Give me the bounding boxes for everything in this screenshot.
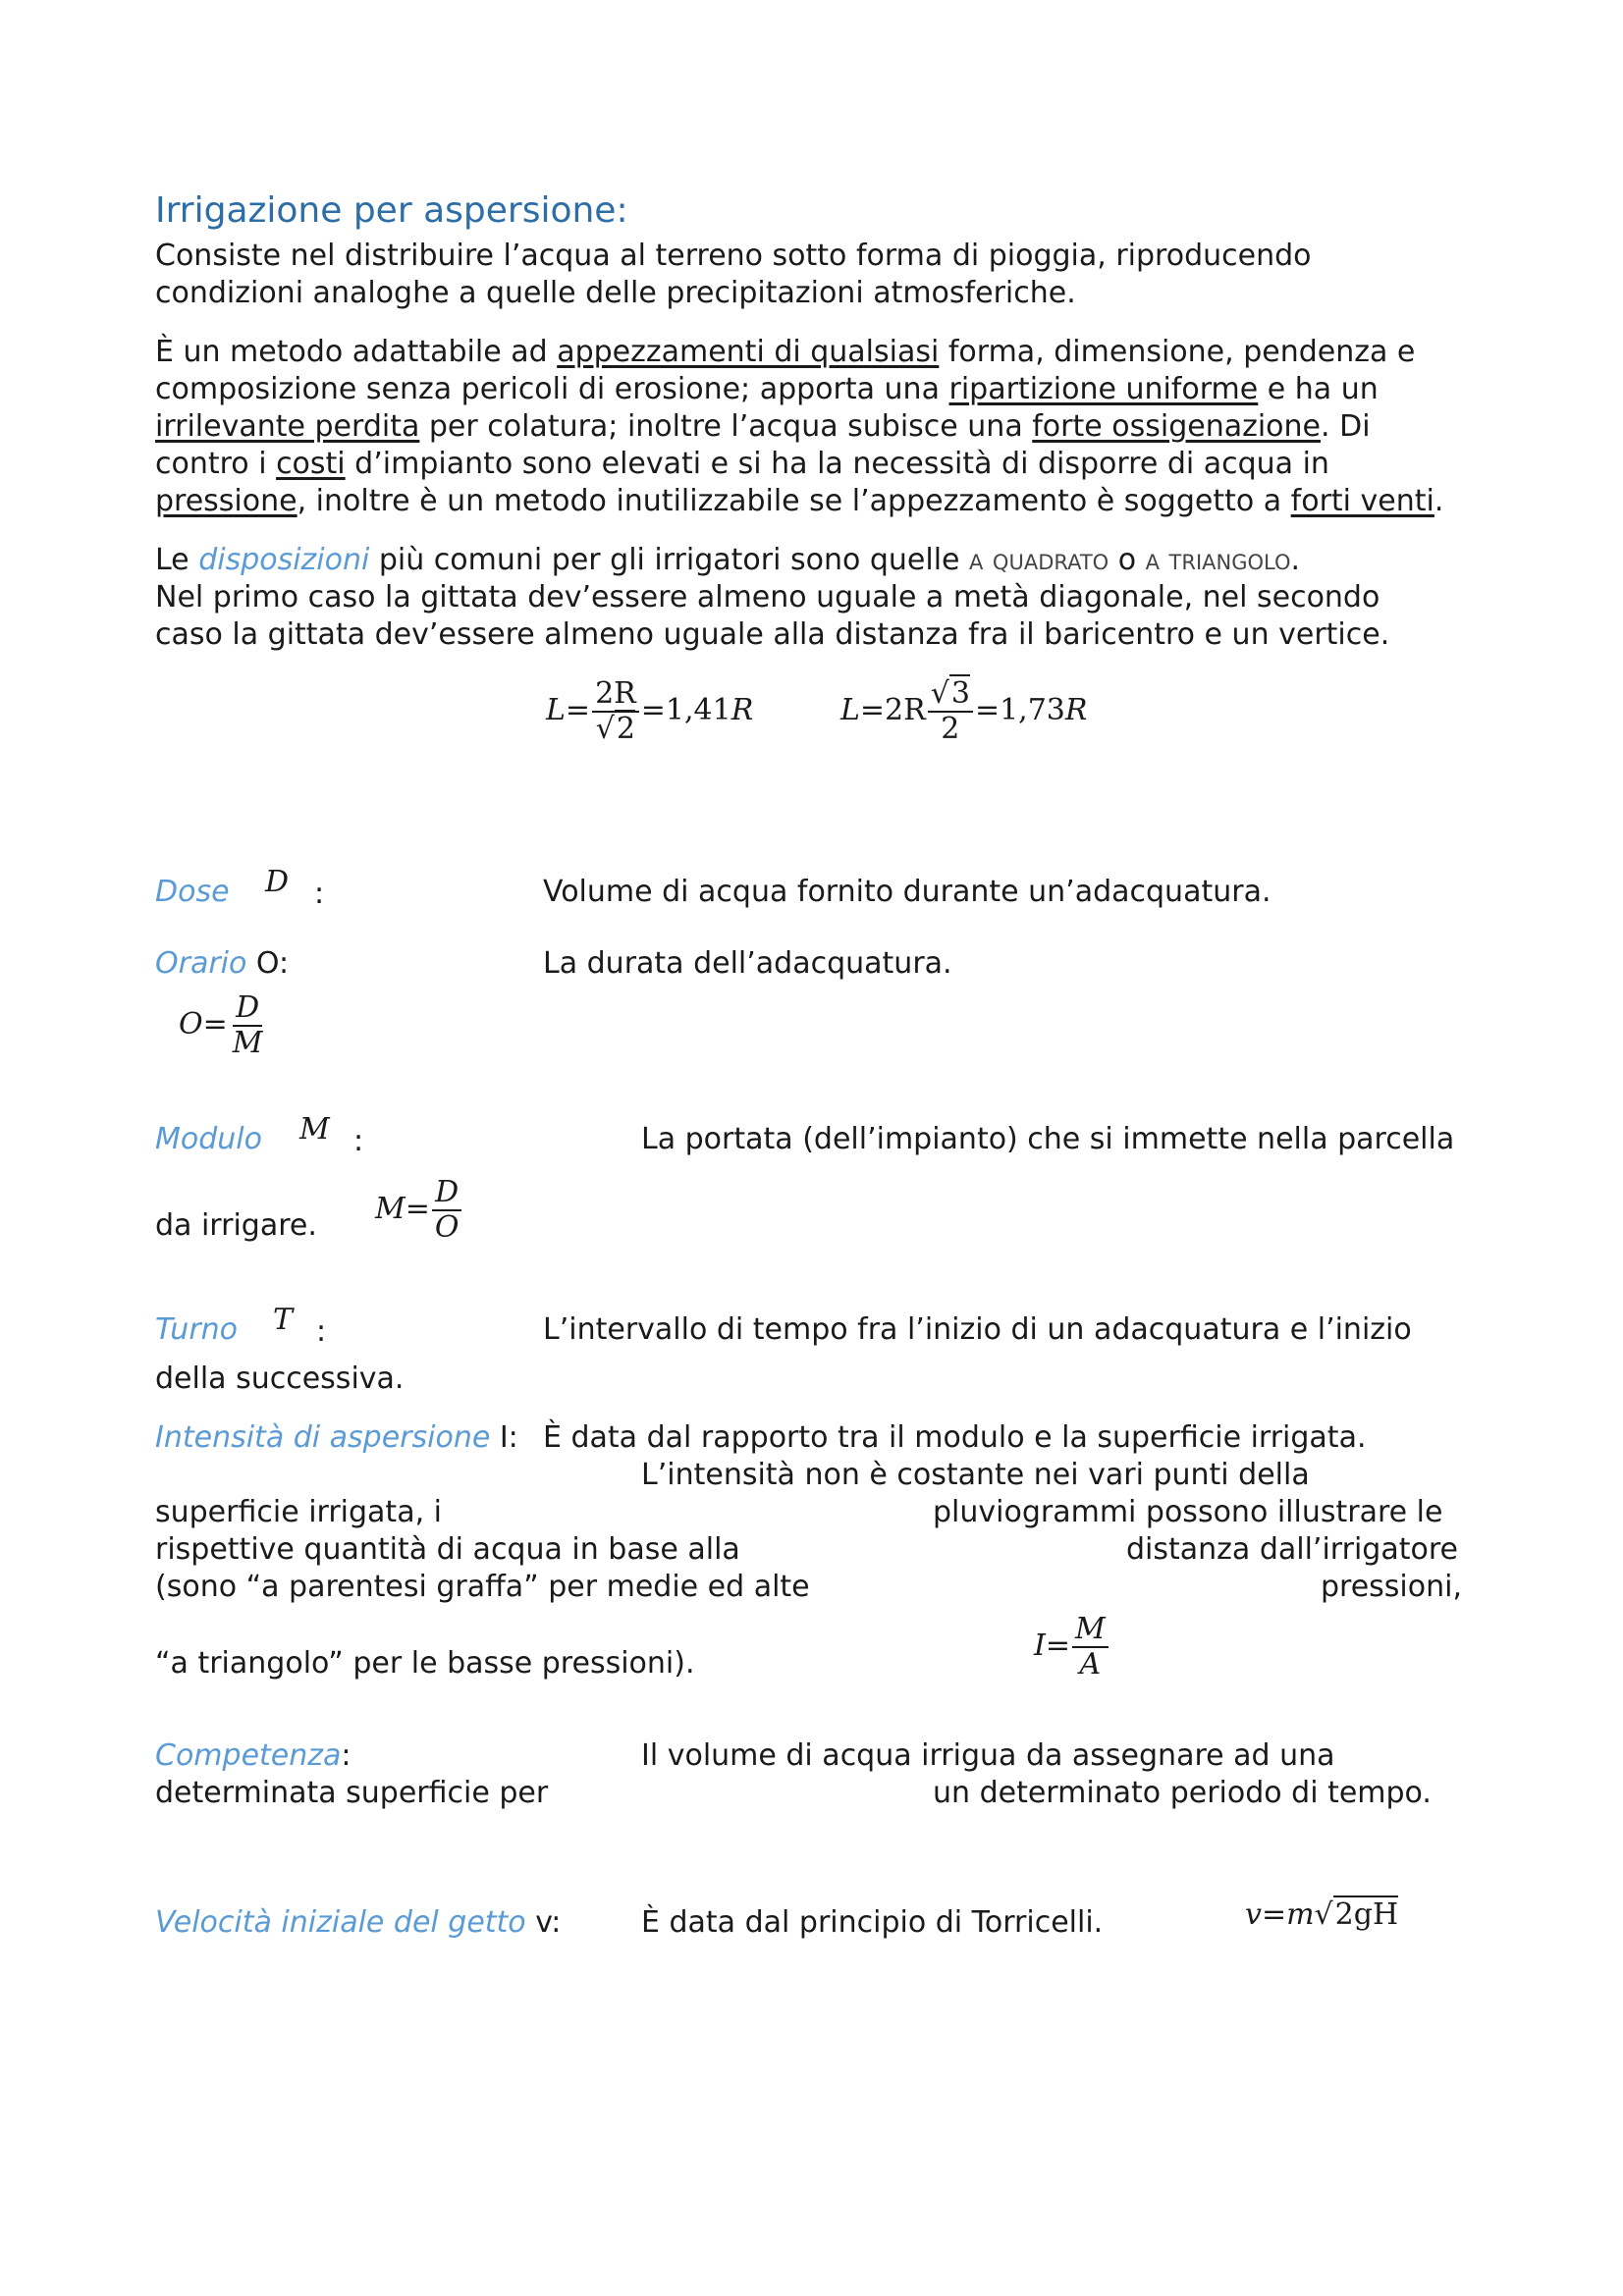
competenza-line-2a: determinata superficie per [155,1776,549,1810]
formula-modulo: M= $\frac{D}{O}$ [375,1176,463,1245]
term-disposizioni: disposizioni [198,543,370,577]
paragraph-2-line-3: irrilevante perdita per colatura; inoltre l’acqua subisce una forte ossigenazione. Di [155,409,1371,444]
intensita-line-4b: distanza dall’irrigatore [1126,1532,1458,1567]
underlined-phrase: pressione [155,484,298,518]
dose-label: Dose [155,875,230,909]
turno-symbol: T [273,1303,294,1337]
formula-intensita: I= $\frac{M}{A}$ [1034,1613,1110,1682]
velocita-label: Velocità iniziale del getto v: [155,1905,562,1940]
turno-colon: : [316,1314,327,1349]
intensita-line-3a: superficie irrigata, i [155,1495,442,1529]
intro-line-1: Consiste nel distribuire l’acqua al terreno sotto forma di pioggia, riproducendo [155,239,1312,273]
underlined-phrase: appezzamenti di qualsiasi [557,335,940,369]
turno-label: Turno [155,1312,239,1347]
turno-description-cont: della successiva. [155,1362,405,1396]
intensita-line-5b: pressioni, [1321,1570,1463,1604]
underlined-phrase: forte ossigenazione [1032,409,1322,444]
paragraph-2-line-4: contro i costi d’impianto sono elevati e si ha la necessità di disporre di acqua in [155,447,1329,481]
underlined-phrase: costi [276,447,346,481]
modulo-colon: : [353,1124,364,1158]
modulo-symbol: M [299,1112,330,1147]
dose-description: Volume di acqua fornito durante un’adacquatura. [543,875,1271,909]
turno-description: L’intervallo di tempo fra l’inizio di un adacquatura e l’inizio [543,1312,1412,1347]
formula-triangle-layout: L=2R $\frac{√3}{2}$ =1,73R [840,676,1088,746]
velocita-description: È data dal principio di Torricelli. [641,1905,1104,1940]
underlined-phrase: ripartizione uniforme [948,372,1259,406]
intensita-line-2: L’intensità non è costante nei vari punti della [641,1458,1310,1492]
dose-symbol: D [265,865,290,899]
intensita-line-4a: rispettive quantità di acqua in base alla [155,1532,740,1567]
underlined-phrase: forti venti [1290,484,1434,518]
formula-orario: O= $\frac{D}{M}$ [179,990,263,1060]
paragraph-2-line-5: pressione, inoltre è un metodo inutilizzabile se l’appezzamento è soggetto a forti venti. [155,484,1444,518]
paragraph-3-line-2: Nel primo caso la gittata dev’essere almeno uguale a metà diagonale, nel secondo [155,580,1380,614]
competenza-line-2b: un determinato periodo di tempo. [933,1776,1432,1810]
intensita-label: Intensità di aspersione I: [155,1420,518,1455]
intensita-line-5a: (sono “a parentesi graffa” per medie ed alte [155,1570,810,1604]
dose-colon: : [314,877,325,911]
formula-square-layout: L= $\frac{2R}{√2}$ =1,41R [546,676,754,746]
paragraph-2-line-2: composizione senza pericoli di erosione; apporta una ripartizione uniforme e ha un [155,372,1379,406]
intensita-line-3b: pluviogrammi possono illustrare le [933,1495,1443,1529]
competenza-label: Competenza: [155,1738,352,1773]
formula-velocita: v=m√2gH [1245,1897,1399,1932]
paragraph-3-line-3: caso la gittata dev’essere almeno uguale alla distanza fra il baricentro e un vertice. [155,617,1390,652]
modulo-description: La portata (dell’impianto) che si immette nella parcella [641,1122,1455,1156]
underlined-phrase: irrilevante perdita [155,409,420,444]
page-title: Irrigazione per aspersione: [155,190,628,231]
modulo-description-cont: da irrigare. [155,1208,317,1243]
paragraph-2-line-1: È un metodo adattabile ad appezzamenti di qualsiasi forma, dimensione, pendenza e [155,335,1416,369]
modulo-label: Modulo [155,1122,262,1156]
intro-line-2: condizioni analoghe a quelle delle precipitazioni atmosferiche. [155,276,1076,310]
intensita-description: È data dal rapporto tra il modulo e la superficie irrigata. [543,1420,1367,1455]
competenza-description: Il volume di acqua irrigua da assegnare ad una [641,1738,1335,1773]
paragraph-3-line-1: Le disposizioni più comuni per gli irrigatori sono quelle a quadrato o a triangolo. [155,543,1301,577]
orario-label: Orario O: [155,946,290,981]
orario-description: La durata dell’adacquatura. [543,946,952,981]
intensita-line-6: “a triangolo” per le basse pressioni). [155,1646,695,1681]
